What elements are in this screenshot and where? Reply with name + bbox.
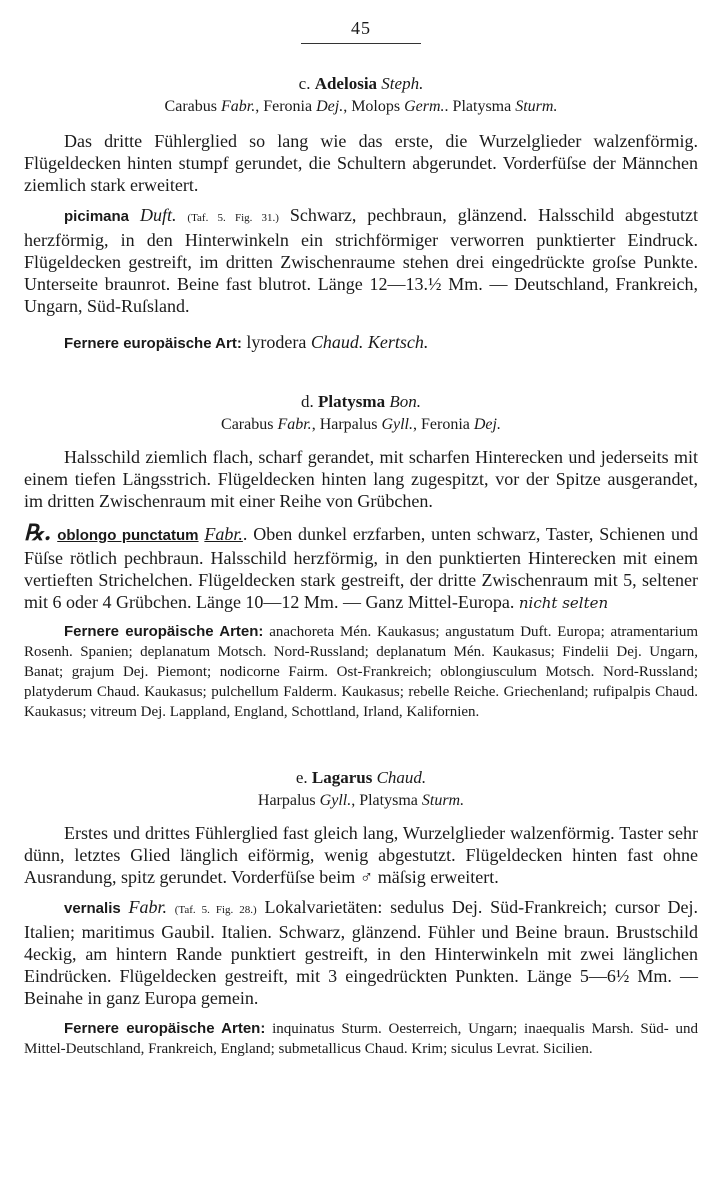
species-text: Oben dunkel erzfarben, unten schwarz, Taster, Schienen und Füſse rötlich pechbraun. Halsschild herzförmig, in den punktierten Hinterecken mit einem vertieften Strichelchen. Flügeldecken stark gestreift, der dritte Zwischenraum mit 5, seltener mit 6 oder 4 Grübchen. Länge 10—12 Mm. — Ganz Mittel-Europa. <box>24 524 699 612</box>
section-e <box>24 768 698 1059</box>
species-author: Duft. <box>139 205 177 225</box>
section-letter: e. <box>295 768 308 787</box>
further-text: anachoreta Mén. Kaukasus; angustatum Duft. Europa; atramentarium Rosenh. Spanien; deplanatum Motsch. Nord-Russland; deplanatum Mén. Kaukasus; Findelii Dej. Ungarn, Banat; grajum Dej. Piemont; nodicorne Fairm. Ost-Frankreich; oblongiusculum Motsch. Nord-Russland; platyderum Chaud. Kaukasus; pulchellum Falderm. Kaukasus; rebelle Reiche. Griechenland; rufipalpis Chaud. Kaukasus; vitreum Dej. Lappland, England, Schottland, Irland, Kalifornien. <box>24 624 698 720</box>
book-page <box>24 0 698 1200</box>
header-rule <box>301 43 421 44</box>
species-name: vernalis <box>64 900 121 917</box>
genus-name: Lagarus <box>311 768 373 787</box>
genus-author: Steph. <box>381 74 424 93</box>
further-species <box>24 1019 698 1059</box>
further-species <box>24 622 698 722</box>
species-entry <box>24 896 698 1009</box>
synonym-author: Sturm. <box>515 98 558 115</box>
species-name: oblongo punctatum <box>57 527 199 544</box>
genus-description: Halsschild ziemlich flach, scharf gerandet, mit scharfen Hinterecken und jederseits mit einem tiefen Längsstrich. Flügeldecken hinten lang zugespitzt, vor der Spitze ausgerandet, im dritten Zwischenraum mit einer Reihe von Grübchen. <box>24 447 698 511</box>
further-name: lyrodera <box>246 332 307 352</box>
species-text: Lokalvarietäten: sedulus Dej. Süd-Frankreich; cursor Dej. Italien; maritimus Gaubil. Italien. Schwarz, glänzend. Fühler und Beine braun. Brustschild 4eckig, am hintern Rande punktiert gestreift, in den Hinterwinkeln mit zwei länglichen Eindrücken. Flügeldecken gestreift, mit 3 eingedrückten Punkten. Länge 5—6½ Mm. — Beinahe in ganz Europa gemein. <box>24 897 699 1008</box>
further-label: Fernere europäische Arten: <box>64 623 264 640</box>
section-heading <box>24 74 698 94</box>
synonyms-line: Harpalus Gyll., Platysma Sturm. <box>257 792 465 809</box>
further-label: Fernere europäische Arten: <box>64 1020 266 1037</box>
species-name: picimana <box>64 208 130 225</box>
genus-name: Adelosia <box>314 74 378 93</box>
species-entry <box>24 204 698 317</box>
further-authors: Chaud. Kertsch. <box>310 332 429 352</box>
section-heading <box>24 392 698 412</box>
synonym: Platysma <box>359 792 418 809</box>
synonym-author: Fabr. <box>220 98 256 115</box>
section-letter: c. <box>298 74 311 93</box>
species-author: Fabr. <box>204 524 243 544</box>
synonym: Harpalus <box>257 792 316 809</box>
synonym-author: Gyll. <box>381 416 413 433</box>
page-number: 45 <box>351 18 371 38</box>
synonym-author: Dej. <box>473 416 501 433</box>
synonym-author: Dej. <box>316 98 344 115</box>
handwritten-note: nicht selten <box>518 594 609 612</box>
section-letter: d. <box>301 392 314 411</box>
synonym: Feronia <box>263 98 313 115</box>
genus-description: Erstes und drittes Fühlerglied fast gleich lang, Wurzelglieder walzenförmig. Taster sehr dünn, letztes Glied länglich eiförmig, wenig abgestutzt. Flügeldecken hinten fast ohne Ausrandung, spitz gerundet. Vorderfüſse beim ♂ mäſsig erweitert. <box>24 823 698 887</box>
synonym-author: Germ. <box>404 98 445 115</box>
section-c <box>24 74 698 355</box>
genus-name: Platysma <box>318 392 386 411</box>
genus-author: Chaud. <box>376 768 427 787</box>
synonym: Feronia <box>421 416 470 433</box>
synonym: Platysma <box>452 98 512 115</box>
synonyms-line: Carabus Fabr., Harpalus Gyll., Feronia Dej. <box>221 416 501 433</box>
section-heading <box>24 768 698 788</box>
species-entry: ℞. oblongo punctatum Fabr.. Oben dunkel erzfarben, unten schwarz, Taster, Schienen und Füſse rötlich pechbraun. Halsschild herzförmig, in den punktierten Hinterecken mit einem vertieften Strichelchen. Flügeldecken stark gestreift, der dritte Zwischenraum mit 5, seltener mit 6 oder 4 Grübchen. Länge 10—12 Mm. — Ganz Mittel-Europa. nicht selten <box>24 520 699 612</box>
plate-reference: (Taf. 5. Fig. 28.) <box>174 904 257 916</box>
synonym: Carabus <box>221 416 274 433</box>
species-text: Schwarz, pechbraun, glänzend. Halsschild abgestutzt herzförmig, in den Hinterwinkeln ein strichförmiger verworren punktierter Eindruck. Flügeldecken gestreift, im dritten Zwischenraume stehen drei eingedrückte groſse Punkte. Unterseite braunrot. Beine fast blutrot. Länge 12—13.½ Mm. — Deutschland, Frankreich, Ungarn, Süd-Ruſsland. <box>24 205 699 316</box>
further-text: inquinatus Sturm. Oesterreich, Ungarn; inaequalis Marsh. Süd- und Mittel-Deutschland, Frankreich, England; submetallicus Chaud. Krim; siculus Levrat. Sicilien. <box>24 1021 698 1057</box>
synonym: Harpalus <box>319 416 378 433</box>
synonym-author: Fabr. <box>277 416 312 433</box>
synonym-author: Gyll. <box>319 792 352 809</box>
further-label: Fernere europäische Art: <box>64 335 242 352</box>
synonym: Carabus <box>164 98 217 115</box>
handwritten-mark: ℞. <box>24 520 52 546</box>
genus-description: Das dritte Fühlerglied so lang wie das erste, die Wurzelglieder walzenförmig. Flügeldecken hinten stumpf gerundet, die Schultern abgerundet. Vorderfüſse der Männchen ziemlich stark erweitert. <box>24 131 698 195</box>
synonym: Molops <box>351 98 401 115</box>
species-author: Fabr. <box>128 897 167 917</box>
plate-reference: (Taf. 5. Fig. 31.) <box>187 212 279 224</box>
section-d <box>24 392 698 722</box>
further-species <box>24 331 698 355</box>
synonym-author: Sturm. <box>421 792 465 809</box>
genus-author: Bon. <box>389 392 421 411</box>
synonyms-line: Carabus Fabr., Feronia Dej., Molops Germ.. Platysma Sturm. <box>164 98 558 115</box>
